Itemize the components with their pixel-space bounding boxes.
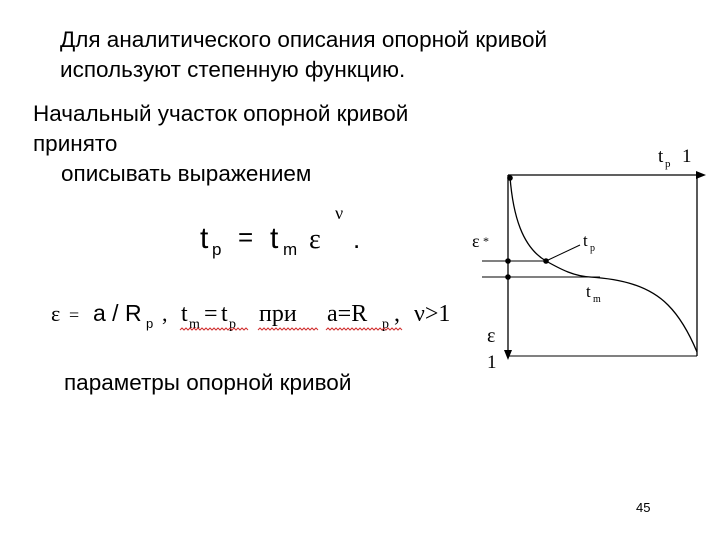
tm-label-sub: m bbox=[593, 294, 601, 305]
cond-comma-2: , bbox=[394, 301, 400, 327]
eps-star-axis-point bbox=[505, 258, 511, 264]
formula-tp-sub: p bbox=[212, 240, 222, 259]
cond-pri: при bbox=[259, 301, 297, 327]
formula-tm-var: t bbox=[270, 222, 279, 255]
cond-a-eq-r: a=R bbox=[327, 301, 368, 327]
y-axis-one: 1 bbox=[487, 352, 497, 373]
x-axis-label-sub: p bbox=[665, 158, 671, 170]
y-axis-label: ε bbox=[487, 325, 496, 347]
spellcheck-squiggles bbox=[180, 328, 402, 330]
intro-line-1: Для аналитического описания опорной кривой bbox=[60, 27, 548, 52]
bearing-curve bbox=[510, 177, 697, 352]
cond-equals-2: = bbox=[204, 301, 218, 327]
cond-tp: t bbox=[221, 301, 228, 327]
tm-axis-point bbox=[505, 274, 511, 280]
formula-period: . bbox=[353, 224, 361, 254]
formula-equals: = bbox=[238, 222, 254, 252]
cond-r-sub: p bbox=[146, 316, 154, 331]
bearing-curve-graph bbox=[472, 146, 706, 373]
cond-comma-1: , bbox=[162, 301, 168, 326]
tp-leader-line bbox=[546, 245, 580, 261]
cond-tp-sub: p bbox=[229, 317, 236, 332]
squiggle-a-eq-r bbox=[326, 328, 402, 330]
eps-star-label: ε bbox=[472, 231, 480, 251]
cond-a-over-r: a / R bbox=[93, 300, 142, 326]
cond-equals: = bbox=[69, 305, 80, 325]
squiggle-pri bbox=[258, 328, 318, 330]
formula-tm-sub: m bbox=[283, 240, 298, 259]
formula-epsilon: ε bbox=[309, 224, 321, 255]
conditions-formula bbox=[51, 300, 450, 332]
x-axis-one: 1 bbox=[682, 146, 692, 167]
main-formula bbox=[200, 203, 360, 259]
initial-segment-line-2: описывать выражением bbox=[61, 161, 312, 186]
cond-r-sub-2: p bbox=[382, 317, 389, 332]
initial-segment-line-1: Начальный участок опорной кривой принято bbox=[33, 101, 409, 156]
curve-start-point bbox=[507, 175, 513, 181]
cond-nu-gt-one: ν>1 bbox=[414, 301, 451, 327]
curve-parameters-text: параметры опорной кривой bbox=[64, 370, 352, 395]
x-axis-label: t bbox=[658, 146, 664, 167]
curve-tp-label: t bbox=[583, 231, 588, 250]
curve-tp-label-sub: p bbox=[590, 243, 595, 254]
page-number: 45 bbox=[636, 500, 651, 515]
tm-label: t bbox=[586, 282, 591, 301]
cond-tm-sub: m bbox=[189, 317, 200, 332]
cond-epsilon: ε bbox=[51, 301, 61, 326]
eps-star-label-sub: * bbox=[483, 234, 489, 248]
formula-tp-var: t bbox=[200, 222, 209, 255]
cond-tm: t bbox=[181, 301, 188, 327]
formula-nu-exponent: ν bbox=[335, 203, 344, 223]
y-axis-arrow-icon bbox=[504, 350, 512, 360]
intro-line-2: используют степенную функцию. bbox=[60, 57, 406, 82]
